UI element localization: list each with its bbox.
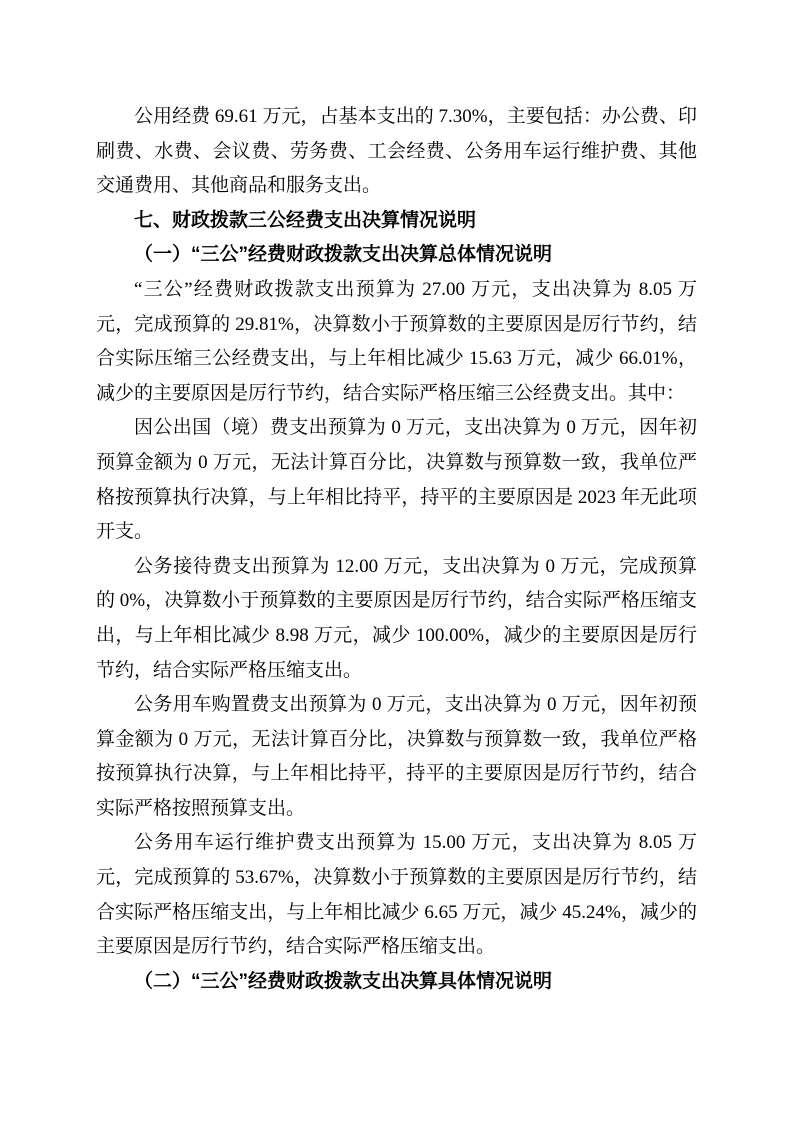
document-content	[96, 100, 697, 999]
paragraph-three-public-overall: “三公”经费财政拨款支出预算为 27.00 万元，支出决算为 8.05 万元，完成预算的 29.81%，决算数小于预算数的主要原因是厉行节约，结合实际压缩三公经费支出，与上年相比减少 15.63 万元，减少 66.01%，减少的主要原因是厉行节约，结合实际严格压缩三公经费支出。其中：	[96, 278, 697, 404]
heading-subsection-two-specific-situation: （二）“三公”经费财政拨款支出决算具体情况说明	[134, 970, 553, 992]
paragraph-public-funds-summary: 公用经费 69.61 万元，占基本支出的 7.30%，主要包括：办公费、印刷费、水费、会议费、劳务费、工会经费、公务用车运行维护费、其他交通费用、其他商品和服务支出。	[96, 106, 697, 197]
paragraph-official-reception-expense: 公务接待费支出预算为 12.00 万元，支出决算为 0 万元，完成预算的 0%，决算数小于预算数的主要原因是厉行节约，结合实际严格压缩支出，与上年相比减少 8.98 万元，减少 100.00%，减少的主要原因是厉行节约，结合实际严格压缩支出。	[96, 555, 697, 681]
paragraph-vehicle-operation-maintenance-expense: 公务用车运行维护费支出预算为 15.00 万元，支出决算为 8.05 万元，完成预算的 53.67%，决算数小于预算数的主要原因是厉行节约，结合实际严格压缩支出，与上年相比减少 6.65 万元，减少 45.24%，减少的主要原因是厉行节约，结合实际严格压缩支出。	[96, 832, 697, 958]
heading-section-seven-three-public-expenses: 七、财政拨款三公经费支出决算情况说明	[134, 209, 477, 231]
paragraph-vehicle-purchase-expense: 公务用车购置费支出预算为 0 万元，支出决算为 0 万元，因年初预算金额为 0 万元，无法计算百分比，决算数与预算数一致，我单位严格按预算执行决算，与上年相比持平，持平的主要原因是厉行节约，结合实际严格按照预算支出。	[96, 694, 697, 819]
heading-subsection-one-overall-situation: （一）“三公”经费财政拨款支出决算总体情况说明	[134, 244, 553, 266]
paragraph-overseas-travel-expense: 因公出国（境）费支出预算为 0 万元，支出决算为 0 万元，因年初预算金额为 0 万元，无法计算百分比，决算数与预算数一致，我单位严格按预算执行决算，与上年相比持平，持平的主要原因是 2023 年无此项开支。	[96, 417, 697, 543]
